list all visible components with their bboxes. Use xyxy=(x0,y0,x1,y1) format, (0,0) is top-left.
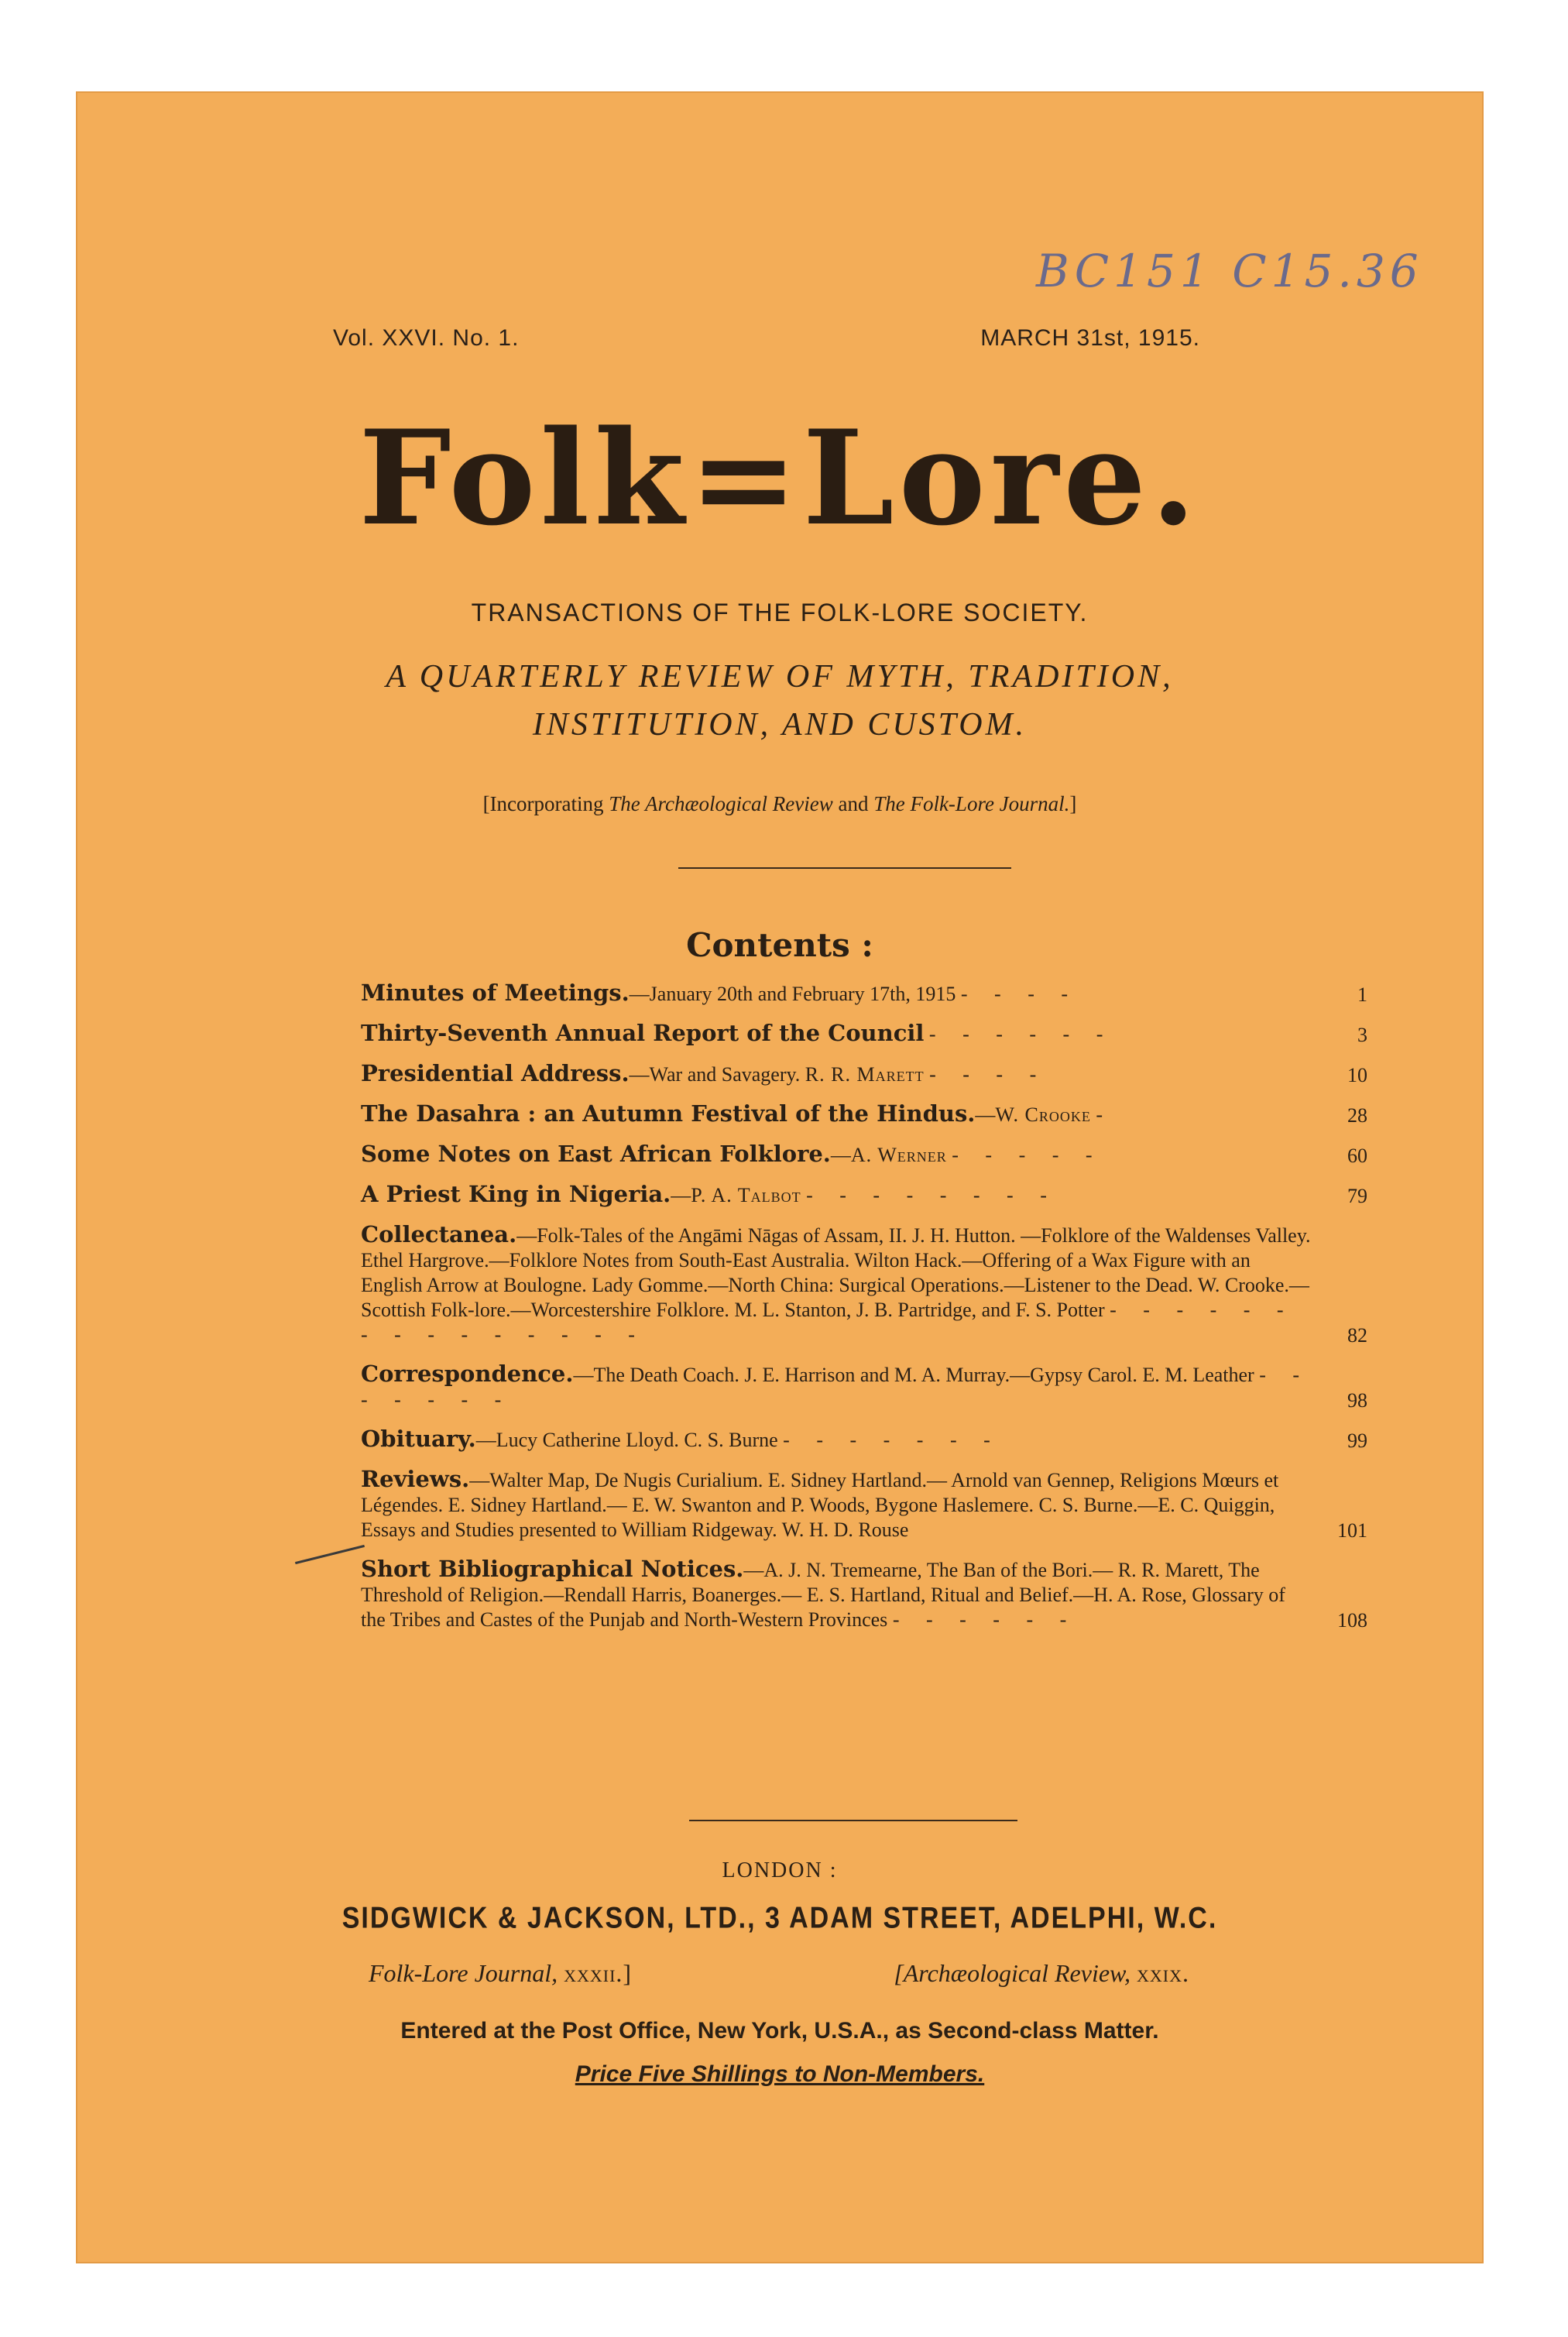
masthead-title: Folk=Lore. xyxy=(359,401,1201,554)
entry-detail: —Folk-Tales of the Angāmi Nāgas of Assam, II. J. H. Hutton. —Folklore of the Waldenses Valley. Ethel Hargrove.—Folklore Notes from South-East Australia. Wilton Hack.—Offering of a Wax Figure with an English Arrow at Boulogne. Lady Gomme.—North China: Surgical Operations.—Listener to the Dead. W. Crooke.—Scottish Folk-lore.—Worcestershire Folklore. M. L. Stanton, J. B. Partridge, and F. S. Potter xyxy=(361,1224,1311,1321)
contents-entry: Correspondence.—The Death Coach. J. E. Harrison and M. A. Murray.—Gypsy Carol. E. M. Leather - - - - - - - 98 xyxy=(361,1361,1367,1412)
entry-page: 79 xyxy=(1347,1185,1367,1207)
contents-entry: Presidential Address.—War and Savagery. R. R. Marett - - - - 10 xyxy=(361,1060,1367,1086)
incorporated-journal-1: The Archæological Review xyxy=(609,792,833,815)
incorporated-journal-2: The Folk-Lore Journal. xyxy=(873,792,1070,815)
incorporating-joiner: and xyxy=(838,792,869,815)
entry-heading: Obituary. xyxy=(361,1426,476,1452)
archaeological-review-title: [Archæological Review, xyxy=(894,1959,1131,1987)
archaeological-review-volume xyxy=(894,1959,1189,1988)
contents-heading: Contents : xyxy=(686,926,873,964)
entry-detail: — xyxy=(975,1103,996,1126)
entry-heading: Thirty-Seventh Annual Report of the Council xyxy=(361,1020,925,1046)
folklore-journal-number: xxxii.] xyxy=(564,1959,633,1987)
subtitle-line-2: INSTITUTION, AND CUSTOM. xyxy=(532,707,1028,743)
contents-entry: The Dasahra : an Autumn Festival of the Hindus.—W. Crooke - 28 xyxy=(361,1100,1367,1127)
entry-heading: Reviews. xyxy=(361,1466,470,1492)
entry-author: P. A. Talbot xyxy=(691,1184,801,1206)
imprint-city: LONDON : xyxy=(722,1858,838,1882)
entry-detail: —Lucy Catherine Lloyd. C. S. Burne xyxy=(475,1429,778,1451)
pencil-mark xyxy=(295,1545,365,1564)
publisher-line: SIDGWICK & JACKSON, LTD., 3 ADAM STREET, ADELPHI, W.C. xyxy=(341,1901,1218,1935)
handwritten-shelfmark: BC151 C15.36 xyxy=(1036,245,1423,297)
entry-page: 101 xyxy=(1337,1519,1367,1542)
contents-entry: Some Notes on East African Folklore.—A. Werner - - - - - 60 xyxy=(361,1141,1367,1167)
contents-entry: Minutes of Meetings.—January 20th and February 17th, 1915 - - - - 1 xyxy=(361,980,1367,1006)
entry-page: 3 xyxy=(1357,1024,1367,1046)
contents-entry: Obituary.—Lucy Catherine Lloyd. C. S. Burne - - - - - - - 99 xyxy=(361,1426,1367,1452)
entry-page: 98 xyxy=(1347,1389,1367,1412)
volume-number: Vol. XXVI. No. 1. xyxy=(333,325,520,351)
entry-heading: Correspondence. xyxy=(361,1361,574,1387)
archaeological-review-number: xxix. xyxy=(1137,1959,1189,1987)
contents-entry xyxy=(361,1467,1367,1543)
entry-heading: Some Notes on East African Folklore. xyxy=(361,1141,831,1167)
entry-author: A. Werner xyxy=(850,1144,947,1166)
entry-heading: Collectanea. xyxy=(361,1221,517,1247)
entry-detail: — xyxy=(671,1184,691,1206)
price-notice: Price Five Shillings to Non-Members. xyxy=(575,2061,985,2087)
entry-heading: A Priest King in Nigeria. xyxy=(361,1181,671,1207)
divider-rule xyxy=(678,867,1011,869)
entry-heading: The Dasahra : an Autumn Festival of the Hindus. xyxy=(361,1100,976,1127)
entry-heading: Presidential Address. xyxy=(361,1060,630,1086)
issue-date: MARCH 31st, 1915. xyxy=(980,325,1200,351)
entry-detail: —A. J. N. Tremearne, The Ban of the Bori.— R. R. Marett, The Threshold of Religion.—Rendall Harris, Boanerges.— E. S. Hartland, Ritual and Belief.—H. A. Rose, Glossary of the Tribes and Castes of the Punjab and North-Western Provinces xyxy=(361,1559,1285,1631)
incorporating-prefix: [Incorporating xyxy=(482,792,604,815)
entry-author: W. Crooke xyxy=(995,1103,1091,1126)
entry-page: 108 xyxy=(1337,1609,1367,1632)
contents-entry: Thirty-Seventh Annual Report of the Council - - - - - - 3 xyxy=(361,1020,1367,1046)
subtitle xyxy=(76,653,1484,749)
subtitle-line-1: A QUARTERLY REVIEW OF MYTH, TRADITION, xyxy=(386,659,1174,695)
postal-notice: Entered at the Post Office, New York, U.S.A., as Second-class Matter. xyxy=(400,2018,1159,2044)
entry-page: 99 xyxy=(1347,1429,1367,1452)
folklore-journal-title: Folk-Lore Journal, xyxy=(369,1959,558,1987)
entry-detail: — xyxy=(830,1144,851,1166)
entry-detail: —The Death Coach. J. E. Harrison and M. A. Murray.—Gypsy Carol. E. M. Leather xyxy=(573,1364,1254,1386)
transactions-line: TRANSACTIONS OF THE FOLK-LORE SOCIETY. xyxy=(471,599,1089,626)
entry-page: 60 xyxy=(1347,1144,1367,1167)
entry-author: R. R. Marett xyxy=(805,1063,925,1086)
entry-heading: Short Bibliographical Notices. xyxy=(361,1556,744,1582)
entry-detail: —War and Savagery. xyxy=(629,1063,801,1086)
entry-detail: —January 20th and February 17th, 1915 xyxy=(629,983,956,1005)
contents-entry: Collectanea.—Folk-Tales of the Angāmi Nāgas of Assam, II. J. H. Hutton. —Folklore of the Waldenses Valley. Ethel Hargrove.—Folklore Notes from South-East Australia. Wilton Hack.—Offering of a Wax Figure with an English Arrow at Boulogne. Lady Gomme.—North China: Surgical Operations.—Listener to the Dead. W. Crooke.—Scottish Folk-lore.—Worcestershire Folklore. M. L. Stanton, J. B. Partridge, and F. S. Potter - - - - - - - - - - - - - - - 82 xyxy=(361,1221,1367,1347)
entry-page: 10 xyxy=(1347,1064,1367,1086)
entry-page: 82 xyxy=(1347,1324,1367,1347)
entry-page: 28 xyxy=(1347,1104,1367,1127)
incorporating-suffix: ] xyxy=(1069,792,1077,815)
contents-list xyxy=(361,980,1367,1646)
entry-page: 1 xyxy=(1357,983,1367,1006)
folklore-journal-volume xyxy=(369,1959,632,1988)
incorporating-note xyxy=(76,792,1484,816)
journal-cover xyxy=(76,91,1484,2263)
entry-detail: —Walter Map, De Nugis Curialium. E. Sidney Hartland.— Arnold van Gennep, Religions Mœurs et Légendes. E. Sidney Hartland.— E. W. Swanton and P. Woods, Bygone Haslemere. C. S. Burne.—E. C. Quiggin, Essays and Studies presented to William Ridgeway. W. H. D. Rouse xyxy=(361,1469,1279,1541)
contents-entry: A Priest King in Nigeria.—P. A. Talbot - - - - - - - - 79 xyxy=(361,1181,1367,1207)
divider-rule xyxy=(689,1820,1017,1821)
entry-heading: Minutes of Meetings. xyxy=(361,980,630,1006)
contents-entry: Short Bibliographical Notices.—A. J. N. Tremearne, The Ban of the Bori.— R. R. Marett, The Threshold of Religion.—Rendall Harris, Boanerges.— E. S. Hartland, Ritual and Belief.—H. A. Rose, Glossary of the Tribes and Castes of the Punjab and North-Western Provinces - - - - - - 108 xyxy=(361,1556,1367,1632)
